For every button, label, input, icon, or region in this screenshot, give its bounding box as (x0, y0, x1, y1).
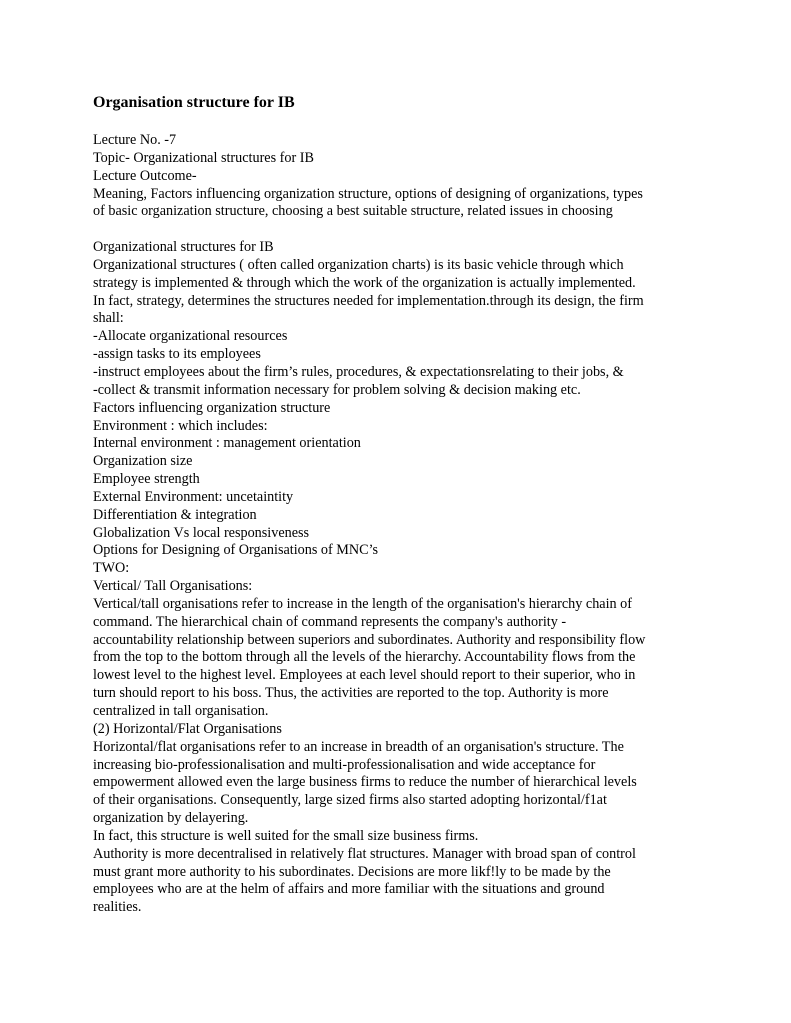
text-line: realities. (93, 899, 142, 916)
document-title: Organisation structure for IB (93, 94, 295, 111)
text-line: Horizontal/flat organisations refer to an increase in breadth of an organisation's structure. The (93, 738, 624, 755)
text-line: In fact, this structure is well suited for the small size business firms. (93, 827, 479, 844)
text-line: External Environment: uncetaintity (93, 488, 294, 505)
text-line: Meaning, Factors influencing organization structure, options of designing of organizations, types (93, 185, 643, 202)
text-line: shall: (93, 310, 124, 327)
text-line: -assign tasks to its employees (93, 346, 261, 363)
text-line: (2) Horizontal/Flat Organisations (93, 720, 282, 737)
text-line: Differentiation & integration (93, 506, 257, 523)
text-line: Options for Designing of Organisations of MNC’s (93, 542, 379, 559)
text-line: organization by delayering. (93, 810, 249, 827)
text-line: turn should report to his boss. Thus, the activities are reported to the top. Authority is more (93, 685, 609, 702)
text-line: Internal environment : management orientation (93, 435, 361, 452)
text-line: Factors influencing organization structure (93, 399, 331, 416)
text-line: empowerment allowed even the large business firms to reduce the number of hierarchical levels (93, 774, 637, 791)
text-line: strategy is implemented & through which the work of the organization is actually implemented. (93, 274, 636, 291)
text-line: -Allocate organizational resources (93, 328, 288, 345)
text-line: from the top to the bottom through all the levels of the hierarchy. Accountability flows from the (93, 649, 636, 666)
text-line: Authority is more decentralised in relatively flat structures. Manager with broad span of control (93, 845, 636, 862)
text-line: -instruct employees about the firm’s rules, procedures, & expectationsrelating to their jobs, & (93, 363, 624, 380)
text-line: Topic- Organizational structures for IB (93, 149, 314, 166)
text-line: employees who are at the helm of affairs and more familiar with the situations and ground (93, 881, 605, 898)
text-line: Vertical/ Tall Organisations: (93, 578, 253, 595)
text-line: Lecture No. -7 (93, 132, 177, 148)
text-line: Lecture Outcome- (93, 167, 197, 184)
text-line: of basic organization structure, choosing a best suitable structure, related issues in choosing (93, 203, 613, 220)
text-line: Organization size (93, 453, 193, 470)
text-line: -collect & transmit information necessary for problem solving & decision making etc. (93, 381, 581, 398)
text-line: Vertical/tall organisations refer to increase in the length of the organisation's hierarchy chain of (93, 595, 632, 612)
text-line: Employee strength (93, 471, 200, 488)
text-line: command. The hierarchical chain of command represents the company's authority - (93, 613, 567, 630)
text-line: accountability relationship between superiors and subordinates. Authority and responsibility flow (93, 631, 646, 648)
text-line: Globalization Vs local responsiveness (93, 524, 310, 541)
title-spacer (93, 114, 703, 132)
text-line: centralized in tall organisation. (93, 703, 269, 719)
text-line: must grant more authority to his subordinates. Decisions are more likf!ly to be made by the (93, 863, 611, 880)
text-line: Organizational structures for IB (93, 239, 274, 256)
text-line: Environment : which includes: (93, 417, 268, 434)
text-line: of their organisations. Consequently, large sized firms also started adopting horizontal/f1at (93, 792, 607, 809)
text-line: increasing bio-professionalisation and multi-professionalisation and wide acceptance for (93, 756, 596, 773)
text-line: Organizational structures ( often called organization charts) is its basic vehicle through which (93, 256, 624, 273)
text-line: In fact, strategy, determines the structures needed for implementation.through its design, the firm (93, 292, 644, 309)
blank-line (93, 221, 703, 239)
text-line: TWO: (93, 560, 130, 577)
document-body (93, 132, 703, 917)
text-line: lowest level to the highest level. Employees at each level should report to their superior, who in (93, 667, 636, 684)
document-page (93, 92, 703, 917)
